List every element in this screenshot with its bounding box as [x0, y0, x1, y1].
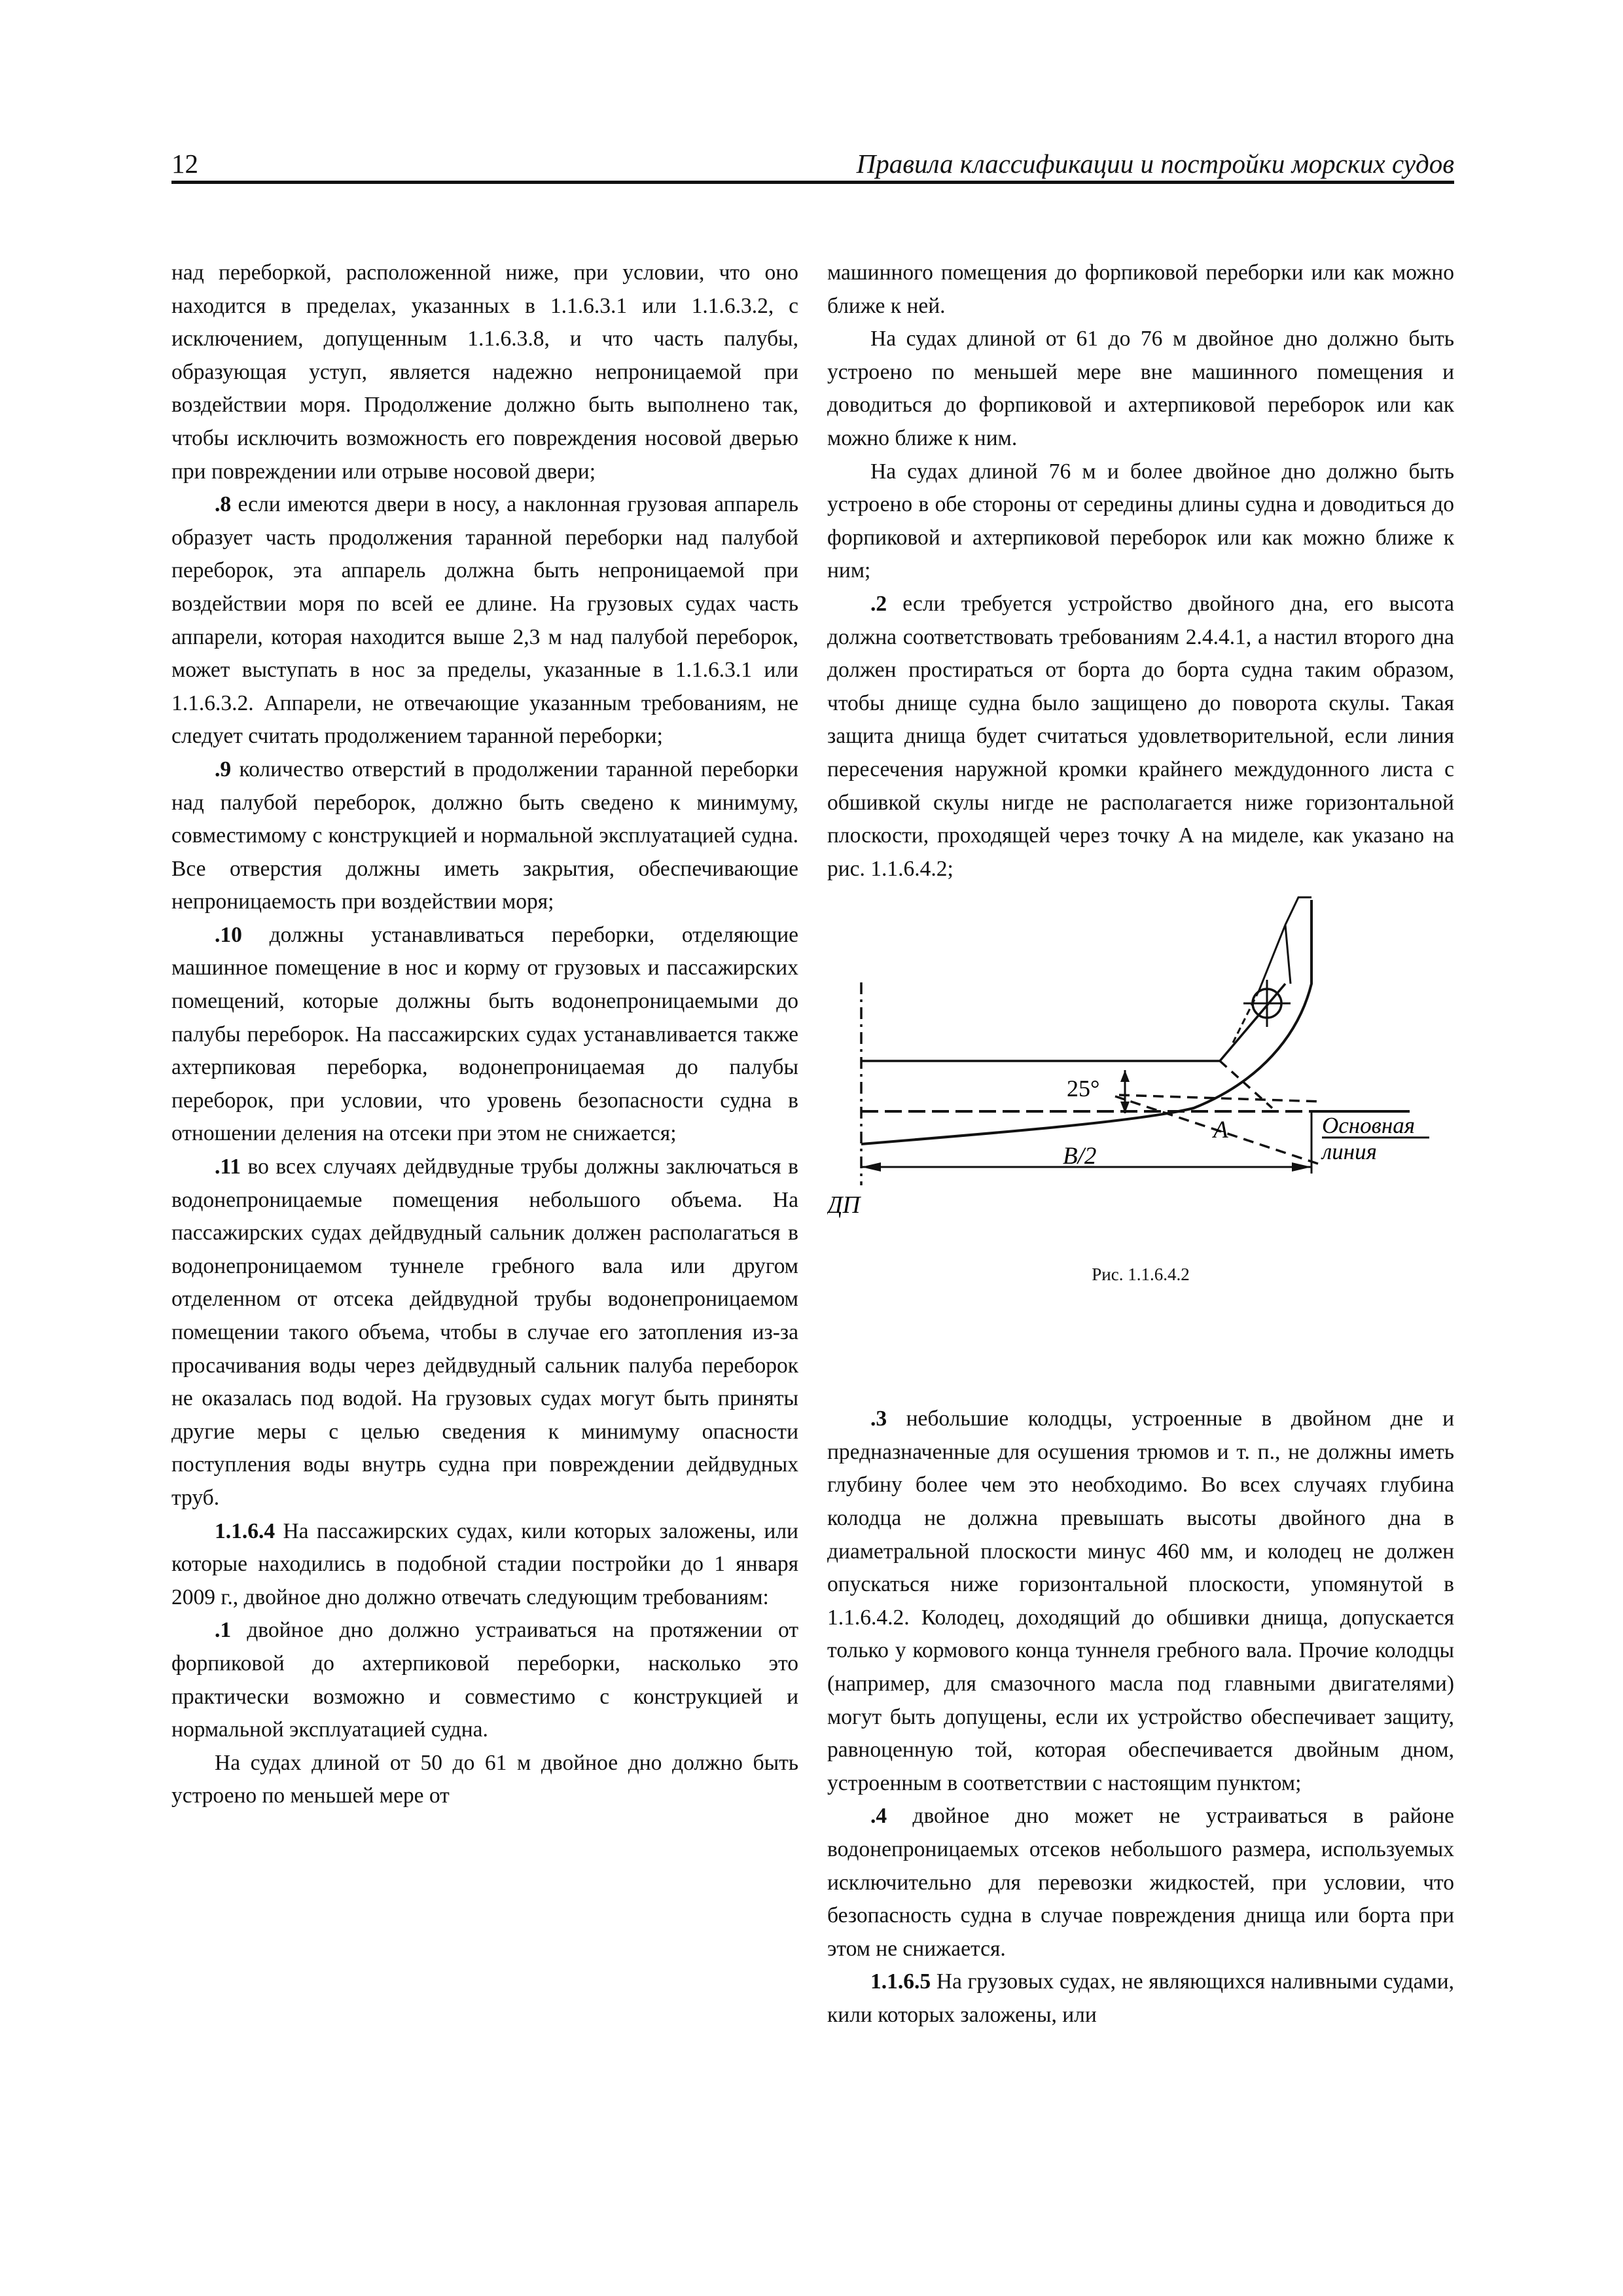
paragraph-text: двойное дно может не устраиваться в районе водонепроницаемых отсеков небольшого размера, используемых исключительно для перевозки жидкостей, при условии, что безопасность судна в случае повреждения днища или борта при этом не снижается. — [827, 1804, 1454, 1961]
paragraph — [171, 753, 798, 919]
margin-plate-line — [1220, 984, 1285, 1061]
paragraph-text: двойное дно должно устраиваться на протяжении от форпиковой до ахтерпиковой переборки, насколько это практически возможно и совместимо с конструкцией и нормальной эксплуатацией судна. — [171, 1618, 798, 1742]
paragraph-text: должны устанавливаться переборки, отделяющие машинное помещение в нос и корму от грузовых и пассажирских помещений, которые должны быть водонепроницаемыми до палубы переборок. На пассажирских судах устанавливается также ахтерпиковая переборка, водонепроницаемая до палубы переборок, при условии, что уровень безопасности судна в отношении деления на отсеки при этом не снижается; — [171, 922, 798, 1146]
figure-caption: Рис. 1.1.6.4.2 — [1092, 1265, 1190, 1285]
paragraph-text: небольшие колодцы, устроенные в двойном дне и предназначенные для осушения трюмов и т. п., не должны иметь глубину более чем это необходимо. Во всех случаях глубина колодца не должна превышать высоты двойного дна в диаметральной плоскости минус 460 мм, и колодец не должен опускаться ниже горизонтальной плоскости, упомянутой в 1.1.6.4.2. Колодец, доходящий до обшивки днища, допускается только у кормового конца туннеля гребного вала. Прочие колодцы (например, для смазочного масла под главными двигателями) могут быть допущены, если их устройство обеспечивает защиту, равноценную той, которая обеспечивается двойным дном, устроенным в соответствии с настоящим пунктом; — [827, 1407, 1454, 1795]
b-half-label: B/2 — [1063, 1143, 1097, 1170]
point-a-label: A — [1213, 1117, 1228, 1144]
bilge-bracket — [1285, 897, 1311, 984]
paragraph — [171, 1614, 798, 1746]
paragraph-text: На грузовых судах, не являющихся наливными судами, кили которых заложены, или — [827, 1969, 1454, 2027]
paragraph — [171, 1515, 798, 1615]
paragraph-text: На судах длиной от 61 до 76 м двойное дно должно быть устроено по меньшей мере вне машинного помещения и доводиться до форпиковой и ахтерпиковой переборок или как можно ближе к ним. — [827, 327, 1454, 450]
section-number: 1.1.6.5 — [870, 1969, 931, 1994]
right-column — [827, 257, 1454, 2227]
double-bottom-diagram — [827, 886, 1454, 1291]
page-header — [171, 148, 1454, 182]
item-label: .10 — [215, 922, 242, 947]
bracket-line — [1259, 925, 1285, 990]
paragraph — [827, 323, 1454, 455]
paragraph — [827, 456, 1454, 588]
paragraph — [827, 1800, 1454, 1965]
arrow-left — [861, 1162, 881, 1172]
paragraph — [171, 1151, 798, 1515]
angle-label: 25° — [1067, 1075, 1100, 1102]
centerline-label: ДП — [827, 1192, 861, 1219]
item-label: .2 — [870, 591, 887, 616]
paragraph — [171, 257, 798, 488]
section-number: 1.1.6.4 — [215, 1518, 276, 1543]
paragraph-text: во всех случаях дейдвудные трубы должны заключаться в водонепроницаемые помещения небольшого объема. На пассажирских судах дейдвудный сальник должен располагаться в водонепроницаемом туннеле гребного вала или другом отделенном от отсека дейдвудной трубы водонепроницаемом помещении такого объема, чтобы в случае его затопления из-за просачивания воды через дейдвудный сальник палуба переборок не оказалась под водой. На грузовых судах могут быть приняты другие меры с целью сведения к минимуму опасности поступления воды внутрь судна при повреждении дейдвудных труб. — [171, 1155, 798, 1510]
baseline-label-line2: линия — [1322, 1139, 1377, 1165]
bracket-dashed — [1233, 990, 1259, 1043]
paragraph — [827, 1965, 1454, 2032]
paragraph-text: над переборкой, расположенной ниже, при условии, что оно находится в пределах, указанных в 1.1.6.3.1 или 1.1.6.3.2, с исключением, допущенным 1.1.6.3.8, и что часть палубы, образующая уступ, является надежно непроницаемой при воздействии моря. Продолжение должно быть выполнено так, чтобы исключить возможность его повреждения носовой дверью при повреждении или отрыве носовой двери; — [171, 260, 798, 484]
paragraph — [171, 919, 798, 1151]
paragraph-text: машинного помещения до форпиковой переборки или как можно ближе к ней. — [827, 260, 1454, 318]
arrow-right — [1292, 1162, 1311, 1172]
item-label: .4 — [870, 1804, 887, 1829]
paragraph-text: На судах длиной 76 м и более двойное дно должно быть устроено в обе стороны от середины длины судна и доводиться до форпиковой и ахтерпиковой переборок или как можно ближе к ним; — [827, 459, 1454, 583]
paragraph — [171, 1747, 798, 1813]
paragraph-text: если имеются двери в носу, а наклонная грузовая аппарель образует часть продолжения таранной переборки над палубой переборок, эта аппарель должна быть непроницаемой при воздействии моря по всей ее длине. На грузовых судах часть аппарели, которая находится выше 2,3 м над палубой переборок, может выступать в нос за пределы, указанные в 1.1.6.3.1 или 1.1.6.3.2. Аппарели, не отвечающие указанным требованиям, не следует считать продолжением таранной переборки; — [171, 492, 798, 749]
paragraph — [827, 588, 1454, 886]
running-title: Правила классификации и постройки морских судов — [856, 149, 1454, 179]
paragraph-text: если требуется устройство двойного дна, его высота должна соответствовать требованиям 2.4.4.1, а настил второго дна должен простираться от борта до борта судна таким образом, чтобы днище судна было защищено до поворота скулы. Такая защита днища будет считаться удовлетворительной, если линия пересечения наружной кромки крайнего междудонного листа с обшивкой скулы нигде не располагается ниже горизонтальной плоскости, проходящей через точку A на миделе, как указано на рис. 1.1.6.4.2; — [827, 591, 1454, 881]
page-number: 12 — [171, 149, 198, 179]
paragraph — [827, 1403, 1454, 1800]
header-rule — [171, 181, 1454, 184]
paragraph-text: количество отверстий в продолжении таранной переборки над палубой переборок, должно быть сведено к минимуму, совместимому с конструкцией и нормальной эксплуатацией судна. Все отверстия должны иметь закрытия, обеспечивающие непроницаемость при воздействии моря; — [171, 757, 798, 914]
paragraph — [827, 257, 1454, 323]
paragraph-text: На судах длиной от 50 до 61 м двойное дно должно быть устроено по меньшей мере от — [171, 1750, 798, 1808]
item-label: .3 — [870, 1407, 887, 1431]
baseline-label: Основная — [1322, 1113, 1415, 1139]
item-label: .1 — [215, 1618, 232, 1643]
paragraph — [171, 488, 798, 753]
item-label: .9 — [215, 757, 232, 781]
figure-1-1-6-4-2 — [827, 886, 1454, 1403]
item-label: .11 — [215, 1155, 241, 1179]
left-column — [171, 257, 798, 2227]
margin-plate-edge — [1220, 1061, 1272, 1108]
item-label: .8 — [215, 492, 232, 517]
paragraph-text: На пассажирских судах, кили которых заложены, или которые находились в подобной стадии постройки до 1 января 2009 г., двойное дно должно отвечать следующим требованиям: — [171, 1518, 798, 1609]
angle-arrow-up — [1120, 1070, 1130, 1082]
